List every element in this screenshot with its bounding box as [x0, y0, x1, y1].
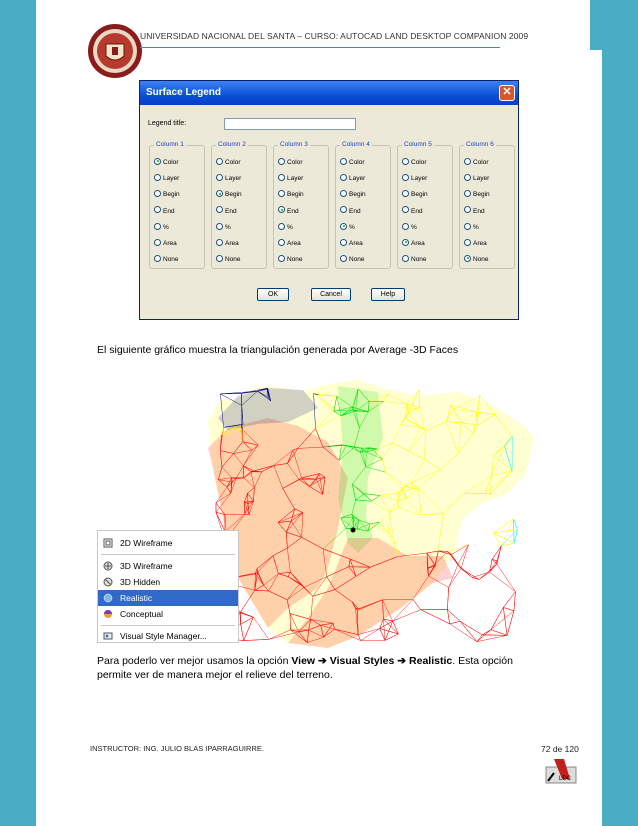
menu-item-conceptual[interactable] [98, 606, 238, 622]
radio-option-none[interactable] [464, 255, 489, 265]
radio-button[interactable] [216, 206, 223, 213]
radio-option-layer[interactable] [340, 174, 365, 184]
tin-edge [413, 600, 421, 610]
radio-button[interactable] [154, 223, 161, 230]
radio-option-percent[interactable] [154, 223, 169, 233]
legend-column-1 [149, 141, 205, 269]
view-term: View [291, 655, 316, 667]
radio-button[interactable] [154, 206, 161, 213]
radio-label: Color [411, 159, 427, 166]
radio-label: Layer [225, 175, 242, 183]
tin-edge [497, 546, 501, 564]
dialog-title: Surface Legend [146, 87, 222, 98]
menu-item-realistic[interactable] [98, 590, 238, 606]
footer-instructor: INSTRUCTOR: ING. JULIO BLAS IPARRAGUIRRE. [90, 744, 264, 753]
tin-edge [513, 519, 514, 543]
radio-label: End [163, 207, 175, 215]
triangulation-caption: El siguiente gráfico muestra la triangulación generada por Average -3D Faces [97, 344, 459, 356]
tin-edge [447, 610, 460, 622]
tin-edge [241, 617, 254, 624]
radio-button[interactable] [154, 239, 161, 246]
radio-button[interactable] [402, 158, 409, 165]
tin-edge [244, 617, 254, 640]
radio-button[interactable] [402, 255, 409, 262]
tin-edge [458, 565, 472, 578]
menu-item-label: Visual Style Manager... [120, 631, 207, 641]
radio-label: Color [163, 159, 179, 166]
radio-option-area[interactable] [340, 239, 363, 249]
tin-edge [450, 624, 477, 642]
tin-edge [491, 630, 507, 636]
radio-button[interactable] [278, 223, 285, 230]
tin-edge [491, 607, 503, 629]
menu-item-2d-wireframe[interactable] [98, 535, 238, 551]
radio-option-end[interactable] [402, 207, 423, 217]
radio-button[interactable] [154, 158, 161, 165]
menu-item-label: 2D Wireframe [120, 538, 173, 548]
column-title: Column 2 [218, 141, 246, 148]
menu-item-label: Conceptual [120, 609, 164, 619]
radio-option-end[interactable] [278, 207, 299, 217]
radio-button[interactable] [216, 239, 223, 246]
surface-legend-dialog [139, 80, 519, 320]
radio-option-layer[interactable] [402, 174, 427, 184]
radio-option-begin[interactable] [154, 190, 180, 200]
radio-option-begin[interactable] [464, 190, 490, 200]
radio-label: None [473, 256, 489, 264]
radio-option-area[interactable] [216, 239, 239, 249]
menu-item-3d-wireframe[interactable] [98, 558, 238, 574]
legend-column-6 [459, 141, 515, 269]
tin-edge [447, 588, 448, 610]
realistic-term: Realistic [409, 655, 453, 667]
radio-button[interactable] [464, 223, 471, 230]
radio-label: % [163, 223, 169, 231]
instruction-paragraph [97, 654, 602, 682]
radio-label: Area [225, 240, 239, 247]
radio-label: Begin [225, 191, 242, 199]
radio-label: Layer [411, 175, 428, 183]
tin-marker [351, 528, 356, 533]
ldc-logo-text: LDC [559, 776, 572, 782]
close-icon[interactable]: ✕ [499, 85, 515, 101]
radio-label: None [163, 256, 179, 264]
radio-button[interactable] [278, 239, 285, 246]
radio-option-none[interactable] [278, 255, 303, 265]
radio-label: Begin [473, 191, 490, 199]
radio-label: End [287, 207, 299, 215]
paragraph-intro: Para poderlo ver mejor usamos la opción [97, 655, 292, 667]
legend-title-input[interactable] [224, 118, 356, 130]
radio-option-end[interactable] [340, 207, 361, 217]
visual-styles-term: Visual Styles [329, 655, 395, 667]
menu-item-3d-hidden[interactable] [98, 574, 238, 590]
legend-column-3 [273, 141, 329, 269]
tin-edge [380, 621, 393, 629]
radio-button[interactable] [340, 223, 347, 230]
radio-option-none[interactable] [216, 255, 241, 265]
header-title: UNIVERSIDAD NACIONAL DEL SANTA – CURSO: AUTOCAD LAND DESKTOP COMPANION 2009 [140, 31, 529, 41]
footer-page-number: 72 de 120 [541, 744, 579, 754]
tin-edge [497, 564, 516, 592]
radio-button[interactable] [464, 158, 471, 165]
arrow-icon: ➔ [397, 655, 407, 667]
realistic-icon [103, 593, 113, 603]
radio-button[interactable] [278, 174, 285, 181]
column-title: Column 1 [156, 141, 184, 148]
column-title: Column 6 [466, 141, 494, 148]
radio-label: Layer [287, 175, 304, 183]
university-seal-logo [86, 22, 144, 80]
tin-edge [513, 519, 517, 529]
tin-edge [240, 613, 253, 618]
tin-edge [503, 592, 515, 608]
radio-option-begin[interactable] [340, 190, 366, 200]
radio-button[interactable] [464, 206, 471, 213]
visual-styles-menu [97, 530, 239, 643]
radio-label: End [349, 207, 361, 215]
tin-edge [514, 530, 517, 544]
tin-edge [501, 530, 517, 546]
radio-option-begin[interactable] [278, 190, 304, 200]
hidden-3d-icon [103, 577, 113, 587]
dialog-title-bar [140, 81, 518, 105]
menu-item-label: 3D Hidden [120, 577, 161, 587]
menu-separator [101, 554, 235, 555]
menu-item-label: Realistic [120, 593, 153, 603]
header-rule [140, 47, 500, 48]
radio-option-layer[interactable] [464, 174, 489, 184]
legend-column-4 [335, 141, 391, 269]
radio-label: Layer [349, 175, 366, 183]
radio-label: Area [349, 240, 363, 247]
radio-label: Begin [163, 191, 180, 199]
radio-label: Area [287, 240, 301, 247]
radio-label: % [287, 223, 293, 231]
help-button[interactable]: Help [371, 288, 405, 301]
cancel-button[interactable]: Cancel [311, 288, 351, 301]
radio-button[interactable] [216, 255, 223, 262]
ldc-logo [544, 757, 578, 785]
radio-label: None [225, 256, 241, 264]
radio-option-percent[interactable] [402, 223, 417, 233]
tin-edge [472, 578, 479, 580]
right-band-notch [590, 0, 602, 50]
radio-button[interactable] [154, 255, 161, 262]
radio-option-layer[interactable] [154, 174, 179, 184]
radio-option-none[interactable] [154, 255, 179, 265]
radio-label: Area [163, 240, 177, 247]
tin-edge [393, 610, 421, 621]
tin-edge [492, 546, 501, 560]
tin-edge [507, 611, 514, 635]
radio-button[interactable] [216, 190, 223, 197]
tin-edge [421, 610, 450, 624]
radio-button[interactable] [340, 206, 347, 213]
column-title: Column 5 [404, 141, 432, 148]
radio-option-area[interactable] [278, 239, 301, 249]
radio-button[interactable] [278, 255, 285, 262]
radio-button[interactable] [216, 223, 223, 230]
conceptual-icon [103, 609, 113, 619]
wireframe-3d-icon [103, 561, 113, 571]
tin-edge [479, 564, 497, 579]
radio-button[interactable] [464, 174, 471, 181]
menu-item-label: 3D Wireframe [120, 561, 173, 571]
radio-label: Area [473, 240, 487, 247]
radio-button[interactable] [278, 158, 285, 165]
paragraph-outro: . Esta opción [452, 655, 513, 667]
radio-option-percent[interactable] [464, 223, 479, 233]
radio-button[interactable] [340, 174, 347, 181]
radio-label: None [411, 256, 427, 264]
tin-edge [477, 635, 507, 641]
tin-edge [393, 621, 399, 634]
radio-option-area[interactable] [402, 239, 425, 249]
legend-column-2 [211, 141, 267, 269]
radio-button[interactable] [402, 239, 409, 246]
radio-option-percent[interactable] [216, 223, 231, 233]
radio-option-percent[interactable] [340, 223, 355, 233]
radio-button[interactable] [464, 255, 471, 262]
radio-label: End [411, 207, 423, 215]
radio-button[interactable] [464, 190, 471, 197]
radio-option-begin[interactable] [216, 190, 242, 200]
radio-option-none[interactable] [402, 255, 427, 265]
radio-button[interactable] [154, 174, 161, 181]
radio-button[interactable] [402, 174, 409, 181]
radio-label: Layer [473, 175, 490, 183]
column-title: Column 4 [342, 141, 370, 148]
paragraph-line-2: permite ver de manera mejor el relieve del terreno. [97, 669, 333, 681]
legend-title-label: Legend title: [148, 120, 187, 127]
tin-edge [503, 607, 514, 611]
tin-edge [450, 621, 460, 624]
right-decorative-band [602, 0, 638, 826]
radio-label: None [287, 256, 303, 264]
radio-label: % [411, 223, 417, 231]
radio-option-end[interactable] [464, 207, 485, 217]
radio-label: End [225, 207, 237, 215]
radio-button[interactable] [464, 239, 471, 246]
radio-label: % [349, 223, 355, 231]
menu-item-visual-style-manager[interactable] [98, 628, 238, 644]
radio-option-area[interactable] [464, 239, 487, 249]
radio-option-end[interactable] [154, 207, 175, 217]
radio-button[interactable] [340, 255, 347, 262]
tin-edge [447, 610, 449, 624]
ok-button[interactable]: OK [257, 288, 289, 301]
radio-label: % [225, 223, 231, 231]
radio-button[interactable] [340, 239, 347, 246]
radio-label: Begin [287, 191, 304, 199]
radio-option-color[interactable] [154, 158, 179, 168]
tin-edge [482, 630, 491, 635]
radio-label: % [473, 223, 479, 231]
arrow-icon: ➔ [318, 655, 327, 667]
radio-button[interactable] [278, 190, 285, 197]
paragraph-line-1 [97, 654, 602, 668]
radio-button[interactable] [216, 174, 223, 181]
tin-edge [460, 621, 477, 641]
radio-option-color[interactable] [216, 158, 241, 168]
menu-separator [101, 625, 235, 626]
wireframe-2d-icon [103, 538, 113, 548]
tin-edge [241, 624, 244, 640]
radio-option-percent[interactable] [278, 223, 293, 233]
radio-label: Color [225, 159, 241, 166]
tin-triangulation-figure [208, 378, 534, 656]
radio-option-begin[interactable] [402, 190, 428, 200]
tin-edge [244, 639, 269, 640]
radio-button[interactable] [216, 158, 223, 165]
legend-column-5 [397, 141, 453, 269]
radio-label: None [349, 256, 365, 264]
radio-option-color[interactable] [340, 158, 365, 168]
radio-button[interactable] [402, 206, 409, 213]
radio-option-color[interactable] [278, 158, 303, 168]
style-manager-icon [103, 631, 113, 641]
tin-edge [490, 572, 516, 592]
radio-button[interactable] [340, 190, 347, 197]
column-title: Column 3 [280, 141, 308, 148]
tin-edge [491, 611, 514, 630]
radio-option-end[interactable] [216, 207, 237, 217]
radio-option-area[interactable] [154, 239, 177, 249]
radio-option-color[interactable] [464, 158, 489, 168]
radio-label: Area [411, 240, 425, 247]
radio-button[interactable] [154, 190, 161, 197]
radio-label: Color [473, 159, 489, 166]
radio-label: End [473, 207, 485, 215]
radio-option-layer[interactable] [216, 174, 241, 184]
radio-button[interactable] [340, 158, 347, 165]
radio-button[interactable] [402, 190, 409, 197]
radio-label: Color [287, 159, 303, 166]
radio-option-color[interactable] [402, 158, 427, 168]
radio-label: Layer [163, 175, 180, 183]
left-decorative-band [0, 0, 36, 826]
tin-edge [503, 607, 507, 635]
radio-option-none[interactable] [340, 255, 365, 265]
radio-label: Begin [411, 191, 428, 199]
radio-label: Begin [349, 191, 366, 199]
radio-option-layer[interactable] [278, 174, 303, 184]
radio-button[interactable] [278, 206, 285, 213]
radio-button[interactable] [402, 223, 409, 230]
tin-edge [477, 630, 491, 642]
radio-label: Color [349, 159, 365, 166]
tin-edge [514, 592, 516, 611]
